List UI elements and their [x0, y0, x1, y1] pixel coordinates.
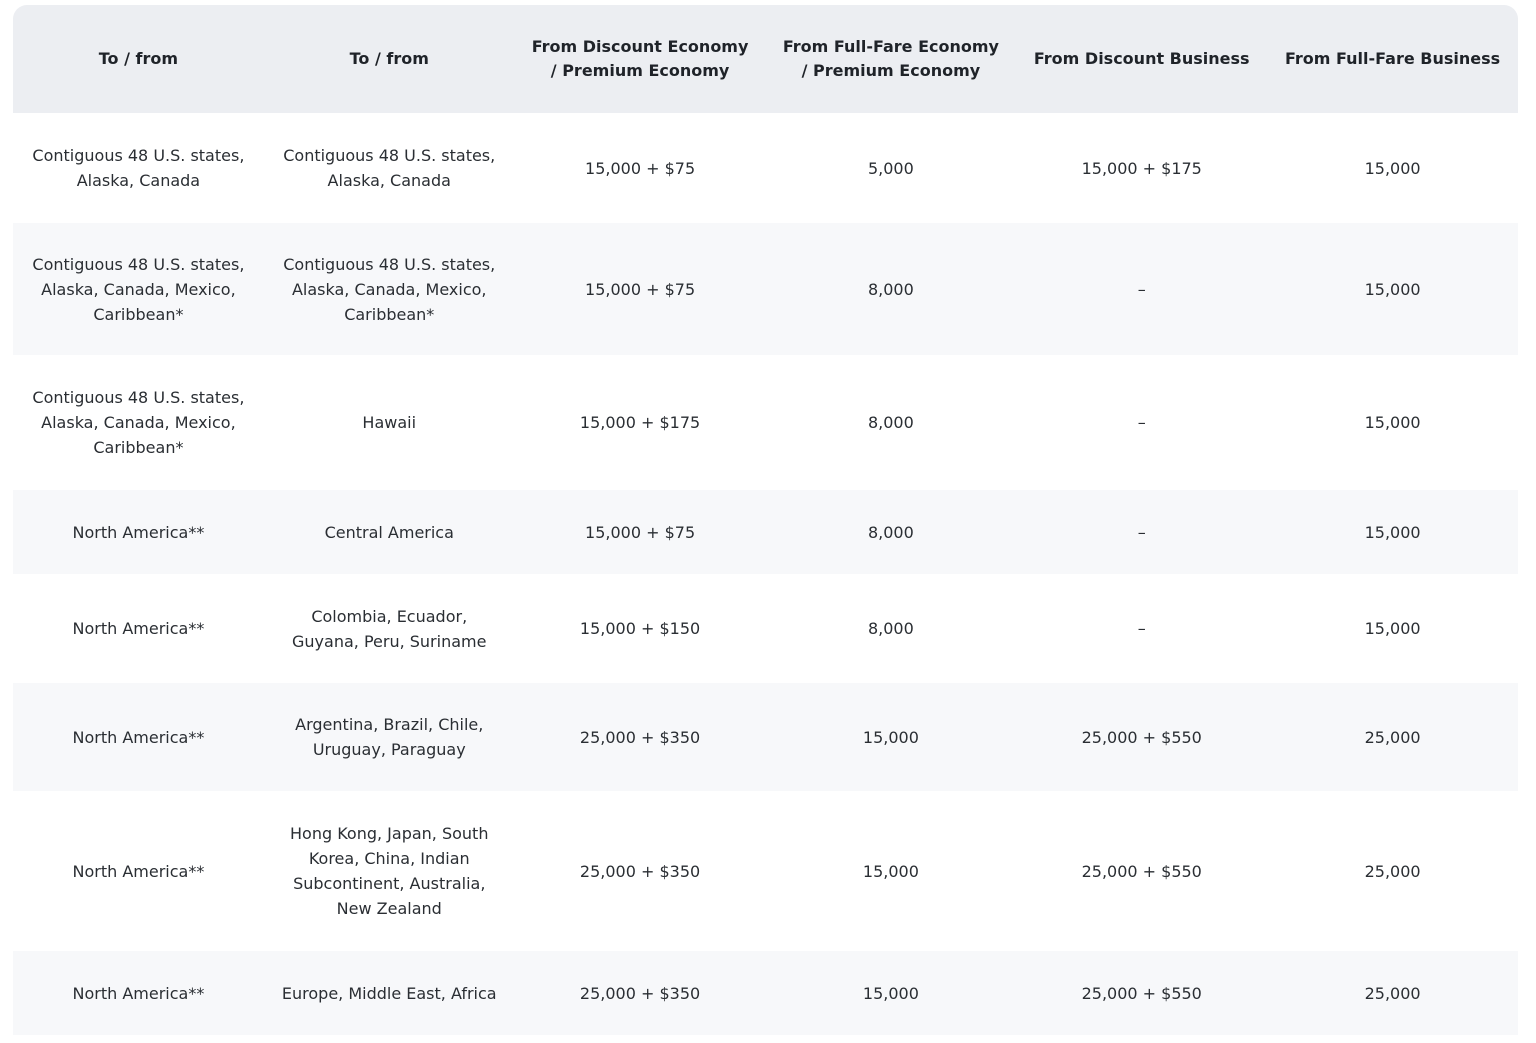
table-row	[13, 113, 1518, 223]
header-discount-business: From Discount Business	[1033, 49, 1250, 68]
cell-region-a: North America**	[72, 619, 205, 638]
award-chart-table	[13, 5, 1518, 1035]
header-discount-economy: From Discount Economy / Premium Economy	[531, 37, 749, 80]
cell-full-fare-economy: 15,000	[862, 983, 919, 1003]
cell-full-fare-business: 25,000	[1364, 727, 1421, 747]
cell-discount-business: 25,000 + $550	[1081, 727, 1202, 747]
cell-full-fare-business: 15,000	[1364, 413, 1421, 432]
cell-region-b: Contiguous 48 U.S. states, Alaska, Canada, Mexico, Caribbean*	[283, 254, 496, 324]
cell-discount-economy: 15,000 + $75	[585, 522, 696, 542]
cell-discount-economy: 25,000 + $350	[579, 727, 701, 747]
cell-full-fare-economy: 15,000	[862, 861, 919, 881]
cell-region-a: North America**	[72, 861, 205, 881]
cell-full-fare-business: 25,000	[1364, 861, 1421, 881]
cell-region-a: Contiguous 48 U.S. states, Alaska, Canada	[32, 146, 245, 190]
cell-discount-business: –	[1137, 522, 1146, 542]
cell-discount-economy: 15,000 + $75	[585, 158, 696, 178]
table-row	[13, 490, 1518, 574]
cell-region-a: North America**	[72, 727, 205, 747]
header-to-from-1: To / from	[98, 49, 179, 68]
table-row	[13, 791, 1518, 951]
cell-region-b: Argentina, Brazil, Chile, Uruguay, Paraguay	[295, 715, 484, 759]
table-header	[13, 5, 1518, 113]
cell-region-a: Contiguous 48 U.S. states, Alaska, Canada, Mexico, Caribbean*	[32, 388, 245, 457]
cell-region-a: North America**	[72, 983, 205, 1003]
cell-discount-business: 15,000 + $175	[1081, 158, 1202, 178]
cell-full-fare-business: 15,000	[1364, 619, 1421, 638]
cell-full-fare-economy: 5,000	[867, 158, 914, 178]
cell-region-a: North America**	[72, 522, 205, 542]
header-to-from-2: To / from	[349, 49, 429, 68]
cell-region-b: Europe, Middle East, Africa	[281, 983, 497, 1003]
table-row	[13, 574, 1518, 683]
cell-full-fare-economy: 15,000	[862, 727, 919, 747]
cell-discount-business: 25,000 + $550	[1081, 983, 1202, 1003]
cell-region-a: Contiguous 48 U.S. states, Alaska, Canada, Mexico, Caribbean*	[32, 254, 245, 324]
cell-region-b: Colombia, Ecuador, Guyana, Peru, Suriname	[292, 606, 487, 651]
cell-full-fare-business: 15,000	[1364, 158, 1421, 178]
header-row	[13, 5, 1518, 113]
cell-discount-economy: 15,000 + $175	[579, 413, 701, 432]
cell-full-fare-business: 15,000	[1364, 279, 1421, 299]
cell-region-b: Hawaii	[362, 413, 417, 432]
table-body	[13, 113, 1518, 1035]
cell-full-fare-business: 25,000	[1364, 983, 1421, 1003]
cell-discount-business: –	[1137, 279, 1146, 299]
cell-region-b: Central America	[324, 522, 454, 542]
cell-discount-business: –	[1137, 619, 1146, 638]
award-chart-container	[13, 5, 1518, 1035]
table-row	[13, 951, 1518, 1035]
cell-discount-business: 25,000 + $550	[1081, 861, 1202, 881]
cell-region-b: Hong Kong, Japan, South Korea, China, Indian Subcontinent, Australia, New Zealand	[290, 824, 489, 918]
cell-full-fare-business: 15,000	[1364, 522, 1421, 542]
cell-full-fare-economy: 8,000	[867, 522, 914, 542]
cell-full-fare-economy: 8,000	[867, 413, 914, 432]
cell-region-b: Contiguous 48 U.S. states, Alaska, Canada	[283, 146, 496, 190]
table-row	[13, 223, 1518, 355]
cell-full-fare-economy: 8,000	[867, 619, 914, 638]
table-row	[13, 683, 1518, 791]
header-full-fare-business: From Full-Fare Business	[1284, 49, 1501, 68]
cell-discount-economy: 25,000 + $350	[579, 861, 701, 881]
cell-discount-economy: 15,000 + $150	[579, 619, 701, 638]
cell-discount-economy: 25,000 + $350	[579, 983, 701, 1003]
cell-full-fare-economy: 8,000	[867, 279, 914, 299]
cell-discount-business: –	[1137, 413, 1146, 432]
table-row	[13, 355, 1518, 490]
cell-discount-economy: 15,000 + $75	[585, 279, 696, 299]
header-full-fare-economy: From Full-Fare Economy / Premium Economy	[782, 37, 999, 80]
